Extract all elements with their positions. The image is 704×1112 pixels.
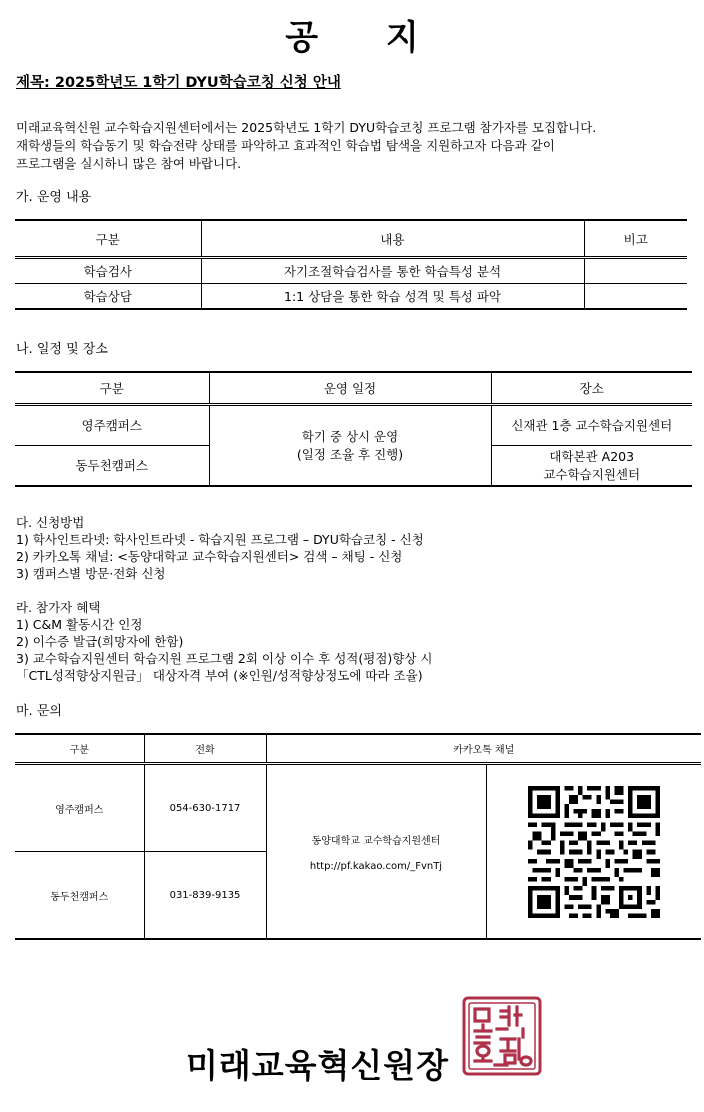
signer-name: 미래교육혁신원장	[186, 1046, 450, 1085]
cell-note	[584, 258, 687, 284]
cell-schedule	[209, 405, 491, 487]
table-header-row	[15, 220, 687, 258]
cell-phone: 031-839-9135	[144, 852, 266, 940]
section-c	[16, 514, 424, 582]
contact-table	[15, 733, 701, 940]
schedule-line: 학기 중 상시 운영	[301, 428, 399, 444]
intro-line: 미래교육혁신원 교수학습지원센터에서는 2025학년도 1학기 DYU학습코칭 프로그램 참가자를 모집합니다.	[16, 120, 597, 135]
cell-content: 자기조절학습검사를 통한 학습특성 분석	[201, 258, 584, 284]
header-phone: 전화	[144, 734, 266, 764]
section-d-heading: 라. 참가자 혜택	[16, 600, 101, 615]
cell-kakao-info	[266, 764, 486, 940]
table-row	[15, 284, 687, 310]
cell-note	[584, 284, 687, 310]
schedule-table	[15, 371, 692, 487]
cell-content: 1:1 상담을 통한 학습 성격 및 특성 파악	[201, 284, 584, 310]
header-category: 구분	[15, 734, 144, 764]
cell-qr	[486, 764, 701, 940]
cell-campus: 영주캠퍼스	[15, 764, 144, 852]
notice-subject: 제목: 2025학년도 1학기 DYU학습코칭 신청 안내	[16, 75, 341, 91]
place-line: 대학본관 A203	[549, 448, 635, 464]
table-header-row	[15, 734, 701, 764]
method-line: 2) 카카오톡 채널: <동양대학교 교수학습지원센터> 검색 – 채팅 - 신청	[16, 549, 403, 564]
benefit-line: 3) 교수학습지원센터 학습지원 프로그램 2회 이상 이수 후 성적(평점)향상 시	[16, 651, 433, 666]
table-row	[15, 764, 701, 852]
table-row	[15, 405, 692, 446]
method-line: 3) 캠퍼스별 방문·전화 신청	[16, 566, 166, 581]
cell-campus: 동두천캠퍼스	[15, 446, 209, 487]
intro-paragraph	[16, 119, 696, 173]
header-kakao: 카카오톡 채널	[453, 745, 515, 756]
section-a-heading: 가. 운영 내용	[16, 190, 92, 205]
cell-campus: 동두천캠퍼스	[15, 852, 144, 940]
intro-line: 프로그램을 실시하니 많은 참여 바랍니다.	[16, 156, 242, 171]
method-line: 1) 학사인트라넷: 학사인트라넷 - 학습지원 프로그램 – DYU학습코칭 - 신청	[16, 532, 424, 547]
cell-category: 학습검사	[15, 258, 201, 284]
kakao-channel-name: 동양대학교 교수학습지원센터	[311, 835, 441, 847]
page-title: 공 지	[285, 18, 447, 58]
schedule-line: (일정 조율 후 진행)	[296, 446, 404, 462]
official-seal-icon	[461, 995, 543, 1077]
header-note: 비고	[584, 220, 687, 258]
place-line: 교수학습지원센터	[543, 466, 641, 482]
qr-code-icon[interactable]	[528, 786, 660, 918]
section-d	[16, 599, 432, 684]
operation-table	[15, 219, 687, 310]
table-row	[15, 258, 687, 284]
section-c-heading: 다. 신청방법	[16, 515, 85, 530]
header-category: 구분	[15, 220, 201, 258]
header-place: 장소	[579, 381, 604, 396]
header-content: 내용	[201, 220, 584, 258]
cell-category: 학습상담	[15, 284, 201, 310]
section-b-heading: 나. 일정 및 장소	[16, 342, 108, 357]
table-header-row	[15, 372, 692, 405]
intro-line: 재학생들의 학습동기 및 학습전략 상태를 파악하고 효과적인 학습법 탐색을 지원하고자 다음과 같이	[16, 138, 555, 153]
cell-place	[491, 405, 692, 446]
kakao-channel-url[interactable]: http://pf.kakao.com/_FvnTj	[309, 860, 443, 872]
cell-campus: 영주캠퍼스	[15, 405, 209, 446]
benefit-line: 「CTL성적향상지원금」 대상자격 부여 (※인원/성적향상정도에 따라 조율)	[16, 668, 423, 683]
benefit-line: 1) C&M 활동시간 인정	[16, 617, 143, 632]
place-line: 신재관 1층 교수학습지원센터	[511, 417, 673, 433]
cell-phone: 054-630-1717	[144, 764, 266, 852]
section-e-heading: 마. 문의	[16, 704, 62, 719]
cell-place	[491, 446, 692, 487]
benefit-line: 2) 이수증 발급(희망자에 한함)	[16, 634, 184, 649]
header-schedule: 운영 일정	[209, 372, 491, 405]
header-category: 구분	[15, 372, 209, 405]
